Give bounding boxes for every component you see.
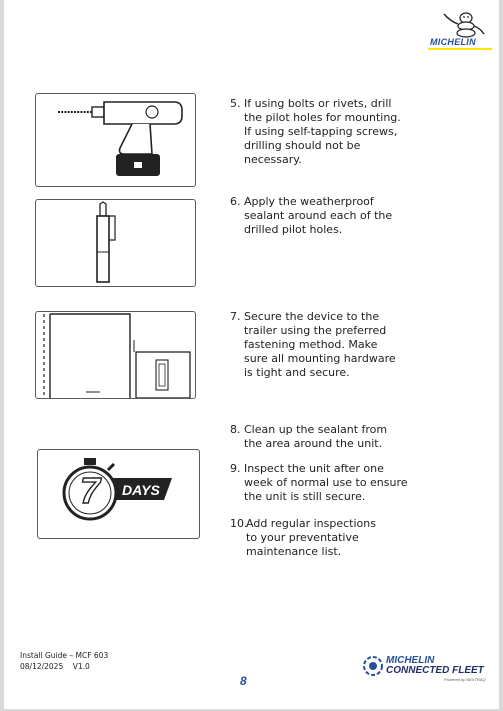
footer-product: CONNECTED FLEET bbox=[386, 665, 484, 676]
footer-doc-info bbox=[20, 650, 108, 672]
seven-days-badge bbox=[37, 449, 200, 539]
step-10 bbox=[230, 517, 376, 559]
step-9 bbox=[230, 462, 408, 504]
step-number: 9. bbox=[230, 462, 241, 475]
fleet-logo-icon bbox=[362, 655, 384, 677]
timer-label: DAYS bbox=[122, 482, 160, 498]
footer-powered: Powered by NEXTRAQ bbox=[444, 677, 486, 682]
drill-illustration bbox=[35, 93, 196, 187]
document-page bbox=[4, 0, 499, 709]
step-number: 8. bbox=[230, 423, 241, 436]
step-text: Inspect the unit after one week of normal use to ensure the unit is still secure. bbox=[244, 462, 408, 503]
brand-underline bbox=[428, 48, 492, 50]
step-5 bbox=[230, 97, 401, 167]
brand-logo-text: MICHELIN bbox=[430, 37, 476, 47]
page-number: 8 bbox=[240, 674, 247, 688]
step-text: Add regular inspections to your preventative maintenance list. bbox=[246, 517, 376, 558]
step-number: 5. bbox=[230, 97, 241, 110]
timer-number: 7 bbox=[79, 470, 101, 511]
step-7 bbox=[230, 310, 396, 380]
step-text: Apply the weatherproof sealant around each of the drilled pilot holes. bbox=[244, 195, 393, 236]
step-text: If using bolts or rivets, drill the pilot holes for mounting. If using self-tapping screws, drilling should not be necessary. bbox=[244, 97, 401, 166]
step-text: Clean up the sealant from the area around the unit. bbox=[244, 423, 388, 450]
drill-icon bbox=[36, 94, 195, 186]
step-8 bbox=[230, 423, 387, 451]
footer-brand: MICHELIN bbox=[386, 655, 435, 666]
sealant-tube-icon bbox=[36, 200, 195, 286]
step-number: 7. bbox=[230, 310, 241, 323]
footer-doc-title: Install Guide – MCF 603 bbox=[20, 651, 109, 660]
step-number: 10. bbox=[230, 517, 248, 530]
step-6 bbox=[230, 195, 392, 237]
stopwatch-icon bbox=[38, 450, 199, 538]
step-text: Secure the device to the trailer using the preferred fastening method. Make sure all mounting hardware is tight and secure. bbox=[244, 310, 396, 379]
footer-date-version: 08/12/2025 V1.0 bbox=[20, 662, 90, 671]
step-number: 6. bbox=[230, 195, 241, 208]
trailer-mount-icon bbox=[36, 312, 195, 398]
trailer-mount-illustration bbox=[35, 311, 196, 399]
sealant-illustration bbox=[35, 199, 196, 287]
